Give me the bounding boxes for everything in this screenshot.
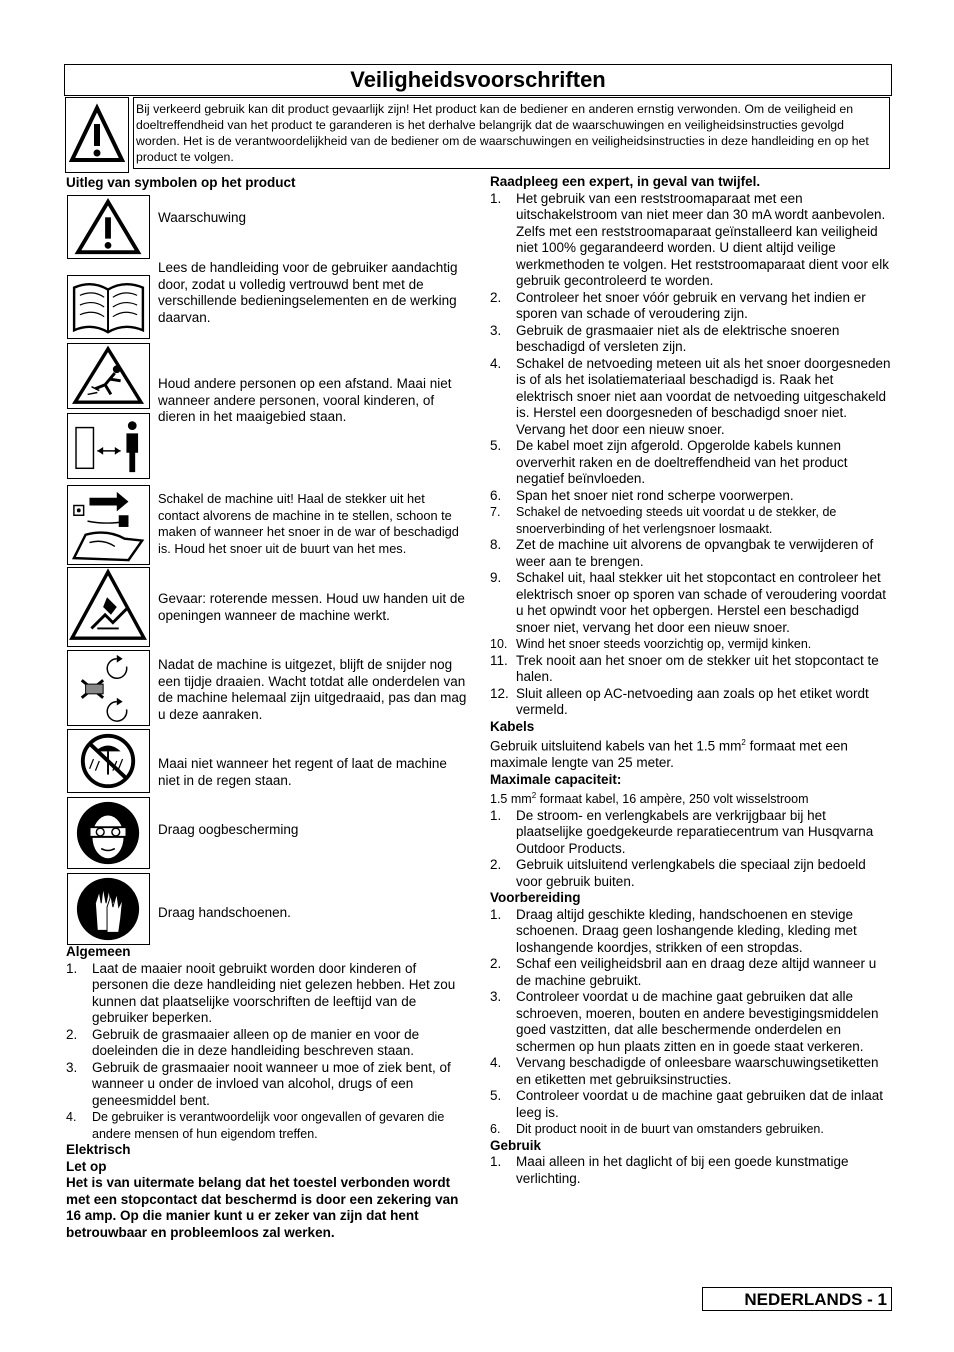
rundown-icon bbox=[67, 650, 150, 726]
rotating-blades-icon bbox=[67, 567, 150, 647]
list-item: 4. Schakel de netvoeding meteen uit als het snoer doorgesneden is of als het isolatiemateriaal beschadigd is. Raak het elektrisch snoer niet aan voordat de netvoeding uitgeschakeld is. Herstel een doorgesneden of beschadigd snoer niet. Vervang het door een nieuw snoer. bbox=[490, 355, 891, 437]
gebruik-heading: Gebruik bbox=[490, 1137, 542, 1153]
algemeen-list bbox=[66, 961, 470, 1143]
capaciteit-text: 1.5 $mm^2$ formaat kabel, 16 ampère, 250 volt wisselstroom bbox=[490, 791, 809, 807]
symbol-rain-text: Maai niet wanneer het regent of laat de machine niet in de regen staan. bbox=[158, 756, 447, 788]
list-item: 1. Laat de maaier nooit gebruikt worden door kinderen of personen die deze handleiding niet gelezen hebben. Het zou kunnen dat plaatselijke voorschriften de leeftijd van de gebruiker beperken. bbox=[66, 960, 456, 1025]
kabels-text: Gebruik uitsluitend kabels van het 1.5 $mm^2$ formaat met een maximale lengte van 25 meter. bbox=[490, 738, 848, 770]
symbol-rundown-text: Nadat de machine is uitgezet, blijft de snijder nog een tijdje draaien. Wacht totdat alle onderdelen van de machine helemaal zijn uitgedraaid, pas dan mag u deze aanraken. bbox=[158, 657, 467, 722]
list-item: 12. Sluit alleen op AC-netvoeding aan zoals op het etiket wordt vermeld. bbox=[490, 685, 869, 717]
list-item: 1. Het gebruik van een reststroomaparaat met een uitschakelstroom van niet meer dan 30 mA wordt aanbevolen. Zelfs met een reststroomaparaat geïnstalleerd kan veiligheid niet 100% gegarandeerd worden. U dient altijd veilige werkmethoden te volgen. Het reststroomaparaat dient voor elk gebruik gecontroleerd te worden. bbox=[490, 190, 889, 288]
symbol-goggles-text: Draag oogbescherming bbox=[158, 822, 299, 837]
list-item: 8. Zet de machine uit alvorens de opvangbak te verwijderen of weer aan te brengen. bbox=[490, 537, 874, 569]
gebruik-list bbox=[490, 1154, 892, 1187]
list-item: 4. Vervang beschadigde of onleesbare waarschuwingsetiketten en etiketten met gebruiksinstructies. bbox=[490, 1055, 879, 1087]
list-item: 2. Controleer het snoer vóór gebruik en vervang het indien er sporen van schade of veroudering zijn. bbox=[490, 289, 866, 321]
list-item: 1. Draag altijd geschikte kleding, handschoenen en stevige schoenen. Draag geen loshangende kleding, kleding met loshangende koordjes, strikken of een stropdas. bbox=[490, 906, 857, 955]
gloves-icon bbox=[67, 873, 150, 945]
symbols-heading: Uitleg van symbolen op het product bbox=[66, 175, 296, 190]
list-item: 2. Gebruik uitsluitend verlengkabels die speciaal zijn bedoeld voor gebruik buiten. bbox=[490, 857, 866, 889]
symbol-warning-text: Waarschuwing bbox=[158, 210, 247, 225]
voorbereiding-heading: Voorbereiding bbox=[490, 890, 581, 906]
list-item: 6. Dit product nooit in de buurt van omstanders gebruiken. bbox=[490, 1122, 824, 1137]
eye-protection-icon bbox=[67, 797, 150, 869]
intro-warning-text: Bij verkeerd gebruik kan dit product gevaarlijk zijn! Het product kan de bediener en anderen ernstig verwonden. Om de veiligheid en doeltreffendheid van het product te garanderen is het derhalve belangrijk dat de waarschuwingen en veiligheidsinstructies gevolgd worden. Het is de verantwoordelijkheid van de bediener om de waarschuwingen en veiligheidsinstructies in deze handleiding en op het product te volgen. bbox=[133, 97, 890, 169]
symbol-gloves-text: Draag handschoenen. bbox=[158, 905, 291, 920]
page-title: Veiligheidsvoorschriften bbox=[64, 64, 892, 96]
kabels-heading: Kabels bbox=[490, 718, 535, 734]
list-item: 2. Schaf een veiligheidsbril aan en draag deze altijd wanneer u de machine gebruikt. bbox=[490, 956, 877, 988]
symbol-unplug-text: Schakel de machine uit! Haal de stekker uit het contact alvorens de machine in te stellen, schoon te maken of wanneer het snoer in de war of beschadigd is. Houd het snoer uit de buurt van het mes. bbox=[158, 491, 459, 556]
page-footer: NEDERLANDS - 1 bbox=[702, 1287, 892, 1311]
list-item: 5. De kabel moet zijn afgerold. Opgerolde kabels kunnen oververhit raken en de doeltreffendheid van het product negatief beïnvloeden. bbox=[490, 438, 848, 486]
symbol-blades-text: Gevaar: roterende messen. Houd uw handen uit de openingen wanneer de machine werkt. bbox=[158, 591, 465, 623]
expert-list bbox=[490, 191, 892, 719]
list-item: 4. De gebruiker is verantwoordelijk voor ongevallen of gevaren die andere mensen of hun eigendom treffen. bbox=[66, 1110, 445, 1141]
expert-heading: Raadpleeg een expert, in geval van twijfel. bbox=[490, 174, 761, 189]
manual-icon bbox=[67, 275, 150, 339]
symbol-manual-text: Lees de handleiding voor de gebruiker aandachtig door, zodat u volledig vertrouwd bent met de verschillende bedieningselementen en de werking daarvan. bbox=[158, 260, 458, 325]
list-item: 3. Gebruik de grasmaaier nooit wanneer u moe of ziek bent, of wanneer u onder de invloed van alcohol, drugs of een geneesmiddel bent. bbox=[66, 1059, 451, 1108]
capaciteit-list bbox=[490, 808, 892, 891]
list-item: 11. Trek nooit aan het snoer om de stekker uit het stopcontact te halen. bbox=[490, 652, 879, 684]
thrown-objects-icon bbox=[67, 343, 150, 409]
right-text-column bbox=[490, 174, 892, 1187]
list-item: 6. Span het snoer niet rond scherpe voorwerpen. bbox=[490, 487, 794, 503]
list-item: 5. Controleer voordat u de machine gaat gebruiken dat de inlaat leeg is. bbox=[490, 1088, 883, 1120]
voorbereiding-list bbox=[490, 907, 892, 1138]
symbol-distance-text: Houd andere personen op een afstand. Maai niet wanneer andere personen, vooral kinderen, of dieren in het maaigebied staan. bbox=[158, 376, 452, 424]
list-item: 10. Wind het snoer steeds voorzichtig op, vermijd kinken. bbox=[490, 637, 812, 651]
list-item: 9. Schakel uit, haal stekker uit het stopcontact en controleer het elektrisch snoer op sporen van schade of veroudering voordat u het opwindt voor het opbergen. Herstel een beschadigd snoer niet, vervang het door een nieuw snoer. bbox=[490, 570, 886, 635]
list-item: 3. Controleer voordat u de machine gaat gebruiken dat alle schroeven, moeren, bouten en andere bevestigingsmiddelen goed vastzitten, dat alle beschermende onderdelen en schermen op hun plaats zitten en in goede staat verkeren. bbox=[490, 989, 879, 1054]
elektrisch-heading: Elektrisch bbox=[66, 1142, 131, 1157]
list-item: 1. De stroom- en verlengkabels are verkrijgbaar bij het plaatselijke goedgekeurde reparatiecentrum van Husqvarna Outdoor Products. bbox=[490, 807, 874, 856]
list-item: 7. Schakel de netvoeding steeds uit voordat u de stekker, de snoerverbinding of het verlengsnoer losmaakt. bbox=[490, 505, 837, 536]
letop-heading: Let op bbox=[66, 1158, 107, 1174]
warning-triangle-icon bbox=[65, 97, 129, 173]
left-text-column bbox=[66, 944, 470, 1241]
unplug-icon bbox=[67, 485, 150, 565]
capaciteit-heading: Maximale capaciteit: bbox=[490, 771, 622, 787]
algemeen-heading: Algemeen bbox=[66, 944, 131, 959]
no-rain-icon bbox=[67, 729, 150, 793]
list-item: 1. Maai alleen in het daglicht of bij een goede kunstmatige verlichting. bbox=[490, 1154, 849, 1186]
elektrisch-warning: Het is van uitermate belang dat het toestel verbonden wordt met een stopcontact dat beschermd is door een zekering van 16 amp. Op die manier kunt u er zeker van zijn dat hent betrouwbaar en probleemloos zal werken. bbox=[66, 1175, 459, 1240]
list-item: 3. Gebruik de grasmaaier niet als de elektrische snoeren beschadigd of versleten zijn. bbox=[490, 322, 840, 354]
safe-distance-icon bbox=[67, 413, 150, 479]
list-item: 2. Gebruik de grasmaaier alleen op de manier en voor de doeleinden die in deze handleiding beschreven staan. bbox=[66, 1026, 420, 1058]
warning-icon bbox=[67, 195, 150, 259]
